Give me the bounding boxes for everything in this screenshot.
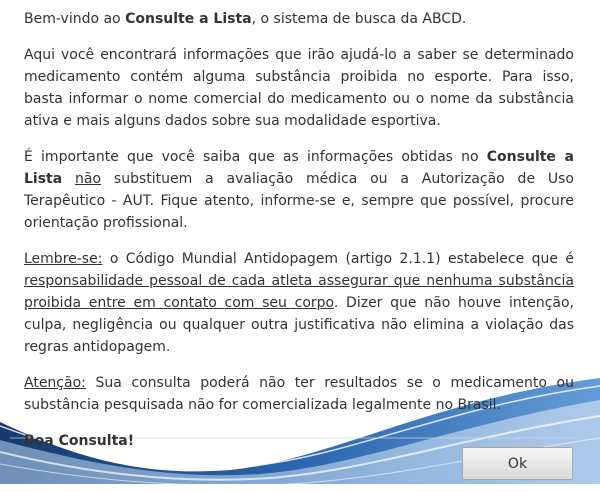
attention-label: Atenção: <box>24 375 86 391</box>
attention-paragraph <box>24 372 574 416</box>
reminder-text2: . Dizer que não houve intenção, culpa, negligência ou qualquer outra justificativa não elimina a violação das regras antidopagem. <box>24 295 574 355</box>
reminder-label: Lembre-se: <box>24 251 103 267</box>
reminder-paragraph <box>24 248 574 358</box>
closing-bold: Boa Consulta! <box>24 433 135 449</box>
ok-button[interactable]: Ok <box>462 447 573 480</box>
important-space <box>62 171 75 187</box>
important-suffix: substituem a avaliação médica ou a Autorização de Uso Terapêutico - AUT. Fique atento, informe-se e, sempre que possível, procure orientação profissional. <box>24 171 574 231</box>
intro-paragraph: Aqui você encontrará informações que irão ajudá-lo a saber se determinado medicamento contém alguma substância proibida no esporte. Para isso, basta informar o nome comercial do medicamento ou o nome da substância ativa e mais alguns dados sobre sua modalidade esportiva. <box>24 47 574 129</box>
reminder-underlined: responsabilidade pessoal de cada atleta assegurar que nenhuma substância proibida entre em contato com seu corpo <box>24 273 574 311</box>
reminder-text1: o Código Mundial Antidopagem (artigo 2.1.1) estabelece que é <box>102 251 574 267</box>
welcome-paragraph <box>24 8 574 30</box>
attention-text: Sua consulta poderá não ter resultados se o medicamento ou substância pesquisada não for comercializada legalmente no Brasil. <box>24 375 574 413</box>
brand-name-inline: Consulte a Lista <box>24 149 574 187</box>
important-paragraph <box>24 146 574 234</box>
dialog-content <box>24 8 574 452</box>
welcome-prefix: Bem-vindo ao <box>24 11 126 27</box>
welcome-suffix: , o sistema de busca da ABCD. <box>251 11 467 27</box>
not-underlined: não <box>75 171 102 187</box>
important-prefix: É importante que você saiba que as informações obtidas no <box>24 149 487 165</box>
brand-name: Consulte a Lista <box>125 11 252 27</box>
